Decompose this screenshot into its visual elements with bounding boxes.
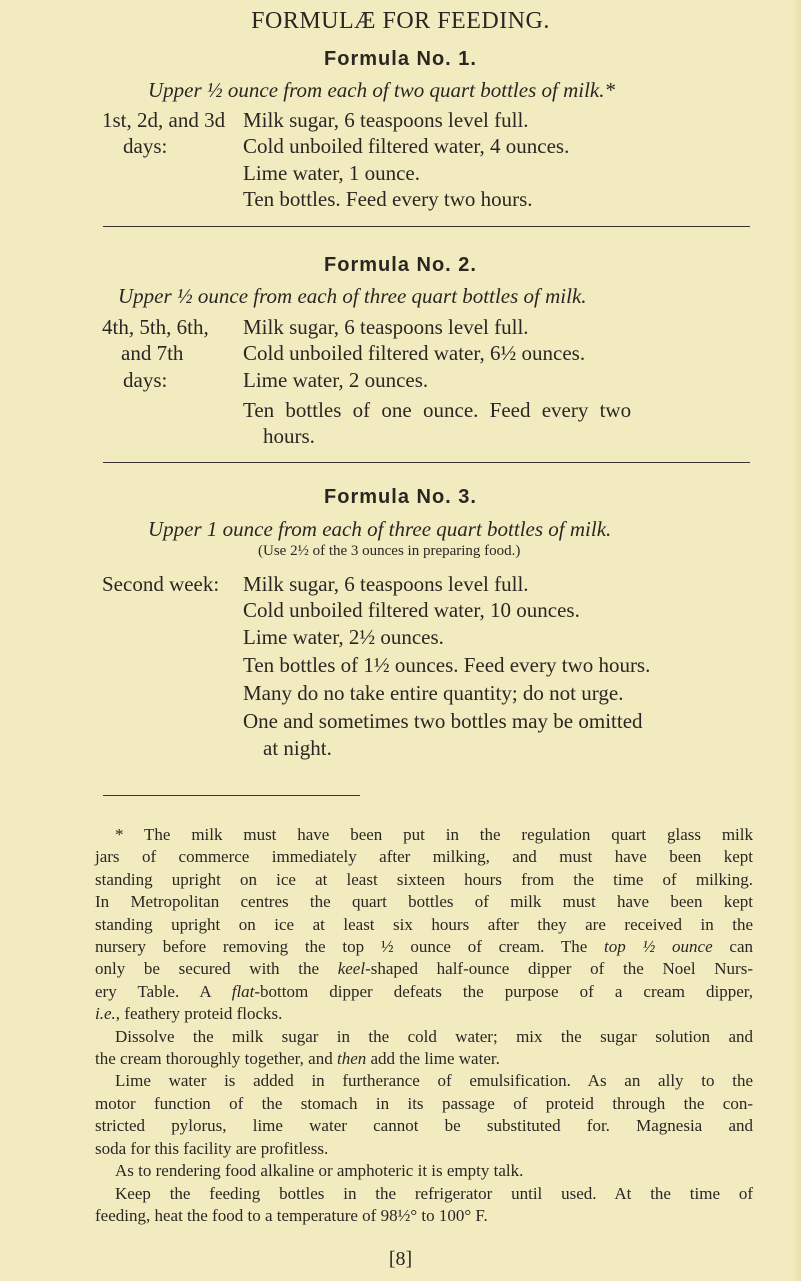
content-line: Cold unboiled filtered water, 10 ounces. [243,598,580,623]
content-line: Lime water, 2 ounces. [243,367,429,392]
footnote-line [95,869,753,891]
footnote-line [95,958,753,980]
italic-text: keel [337,959,366,979]
text: , feathery proteid flocks. [115,1004,283,1024]
text: ery Table. A [95,981,232,1001]
content-line: Milk sugar, 6 teaspoons level full. [243,572,529,596]
text: As to rendering food alkaline or amphoteric it is empty talk. [115,1161,524,1181]
content-line: Cold unboiled filtered water, 6½ ounces. [243,341,586,366]
content-line: Ten bottles. Feed every two hours. [243,186,533,211]
footnote-line [95,1138,753,1160]
formula-2-label [102,314,209,393]
text: feeding, heat the food to a temperature of 98½° to 100° F. [95,1205,488,1225]
content-line: One and sometimes two bottles may be omitted [243,709,643,734]
footnote-line [95,1003,753,1025]
divider [103,462,750,463]
formula-1-subtitle: Upper ½ ounce from each of two quart bottles of milk.* [148,78,616,102]
text: standing upright on ice at least sixteen hours from the time of milking. [95,869,753,889]
formula-2-heading: Formula No. 2. [324,254,477,276]
content-line: Milk sugar, 6 teaspoons level full. [243,108,529,132]
content-line: hours. [263,424,315,449]
text: Dissolve the milk sugar in the cold water; mix the sugar solution and [115,1026,753,1046]
content-line: Ten bottles of 1½ ounces. Feed every two hours. [243,652,651,677]
content-line: Lime water, 2½ ounces. [243,624,444,649]
formula-2-content [243,314,751,449]
italic-text: top ½ ounce [604,937,713,957]
text: motor function of the stomach in its passage of proteid through the con- [95,1093,753,1113]
label-line: and 7th [121,341,184,366]
text: nursery before removing the top ½ ounce of cream. The [95,937,605,957]
label-line: 4th, 5th, 6th, [102,315,209,339]
footnote-line [95,824,753,846]
footnote-line [95,1070,753,1092]
formula-3-content [243,571,650,761]
formula-1-heading: Formula No. 1. [324,48,477,70]
label-line: 1st, 2d, and 3d [102,108,226,132]
formula-2-subtitle: Upper ½ ounce from each of three quart bottles of milk. [118,284,587,308]
content-line: Ten bottles of one ounce. Feed every two [243,397,632,422]
text: soda for this facility are profitless. [95,1138,329,1158]
label-line: days: [123,134,168,159]
content-line: Many do no take entire quantity; do not urge. [243,681,624,706]
formula-3-note: (Use 2½ of the 3 ounces in preparing food.) [258,543,521,559]
footnote [95,824,753,1227]
italic-text: i.e. [95,1004,116,1024]
italic-text: flat [231,981,255,1001]
footnote-line [95,1205,753,1227]
footnote-line [95,936,753,958]
page-number: [8] [388,1248,413,1270]
text: In Metropolitan centres the quart bottles of milk must have been kept [95,892,753,912]
footnote-line [95,981,753,1003]
formula-3-subtitle: Upper 1 ounce from each of three quart bottles of milk. [148,517,612,541]
text: only be secured with the [95,959,338,979]
footnote-line [95,1093,753,1115]
content-line: Cold unboiled filtered water, 4 ounces. [243,134,570,159]
text: add the lime water. [366,1049,500,1069]
text: Lime water is added in furtherance of emulsification. As an ally to the [115,1071,753,1091]
footnote-line [95,914,753,936]
text: * The milk must have been put in the regulation quart glass milk [115,825,753,844]
label-line: Second week: [102,572,220,596]
text: -shaped half-ounce dipper of the Noel Nurs- [365,959,753,979]
footnote-line [95,1183,753,1205]
italic-text: then [336,1049,367,1069]
text: the cream thoroughly together, and [95,1049,337,1069]
text: jars of commerce immediately after milking, and must have been kept [95,847,753,867]
footnote-line [95,1160,753,1182]
footnote-line [95,1115,753,1137]
content-line: Milk sugar, 6 teaspoons level full. [243,315,529,339]
footnote-divider [103,795,360,796]
formula-1-label [102,107,225,160]
footnote-line [95,891,753,913]
formula-3-label [102,571,219,597]
label-line: days: [123,367,168,392]
divider [103,226,750,227]
text: standing upright on ice at least six hours after they are received in the [95,914,753,934]
footnote-line [95,1026,753,1048]
page-title: FORMULÆ FOR FEEDING. [251,8,550,34]
text: can [712,937,753,957]
footnote-line [95,1048,753,1070]
formula-1-content [243,107,569,212]
page-edge-shadow [793,0,801,1281]
formula-3-heading: Formula No. 3. [324,486,477,508]
footnote-line [95,846,753,868]
text: stricted pylorus, lime water cannot be substituted for. Magnesia and [95,1116,753,1136]
text: -bottom dipper defeats the purpose of a cream dipper, [254,981,754,1001]
text: Keep the feeding bottles in the refrigerator until used. At the time of [115,1183,753,1203]
content-line: Lime water, 1 ounce. [243,160,421,185]
content-line: at night. [263,735,332,760]
